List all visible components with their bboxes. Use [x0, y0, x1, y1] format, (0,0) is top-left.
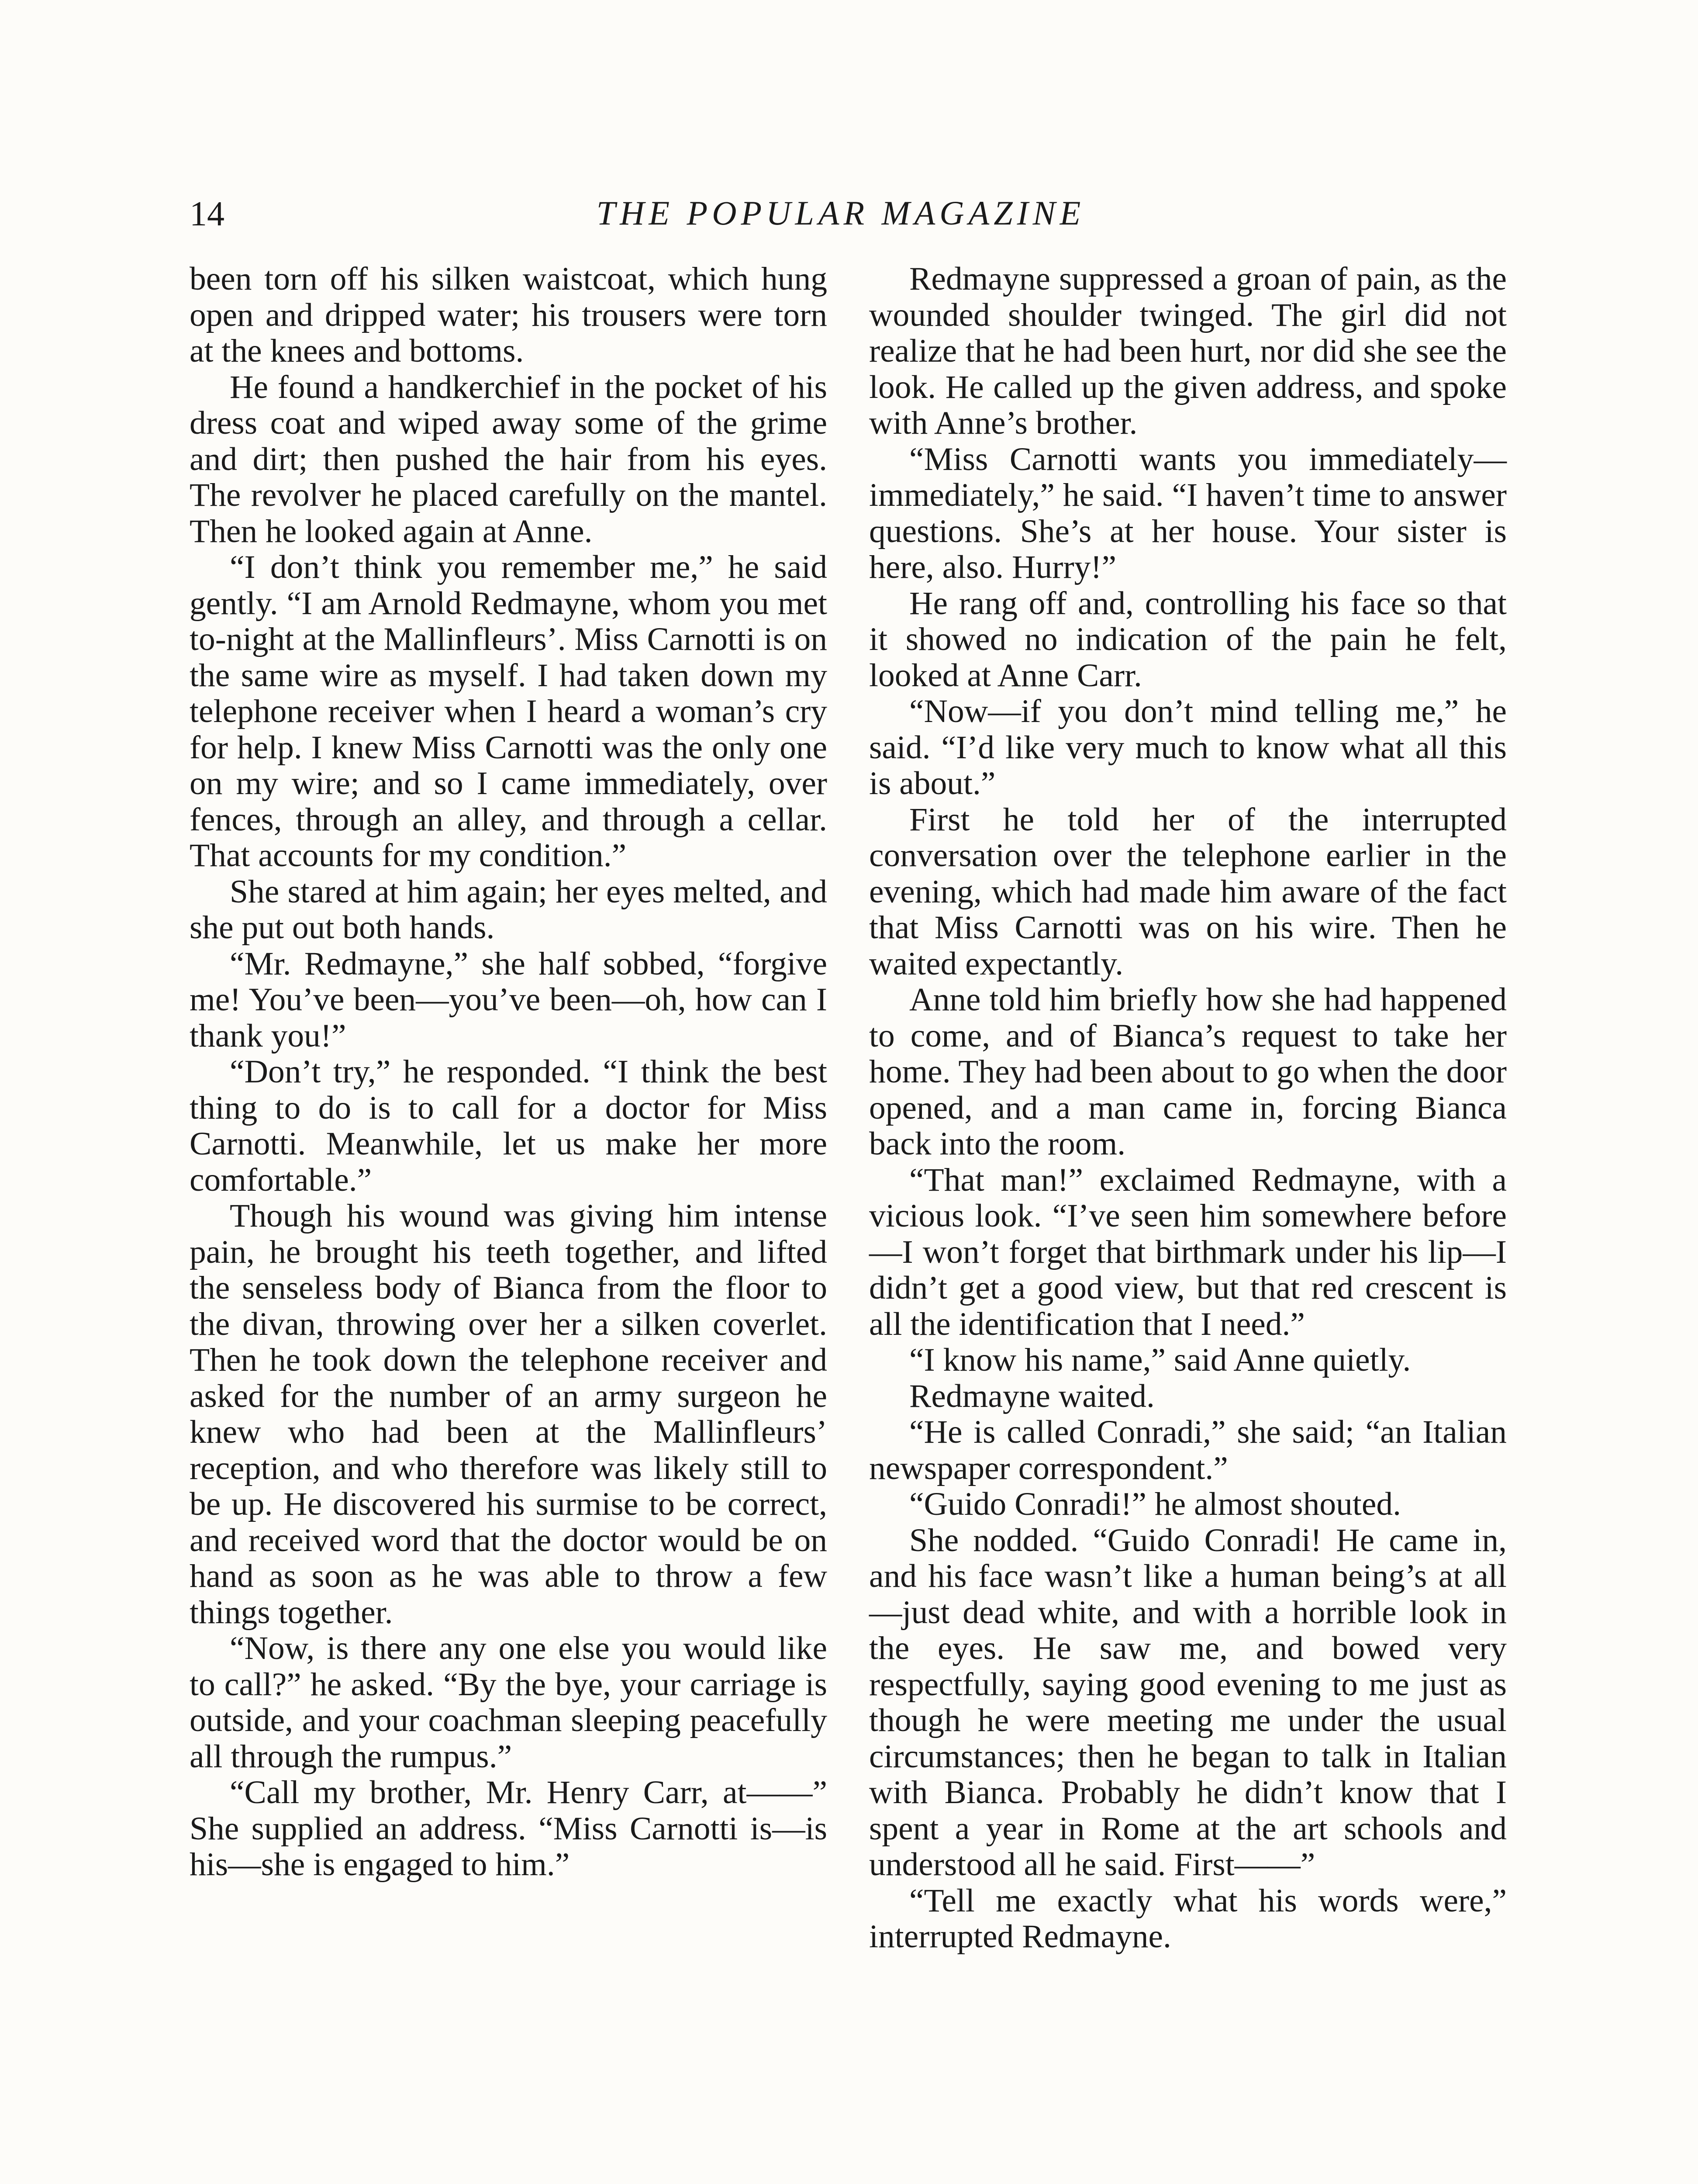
paragraph: “That man!” exclaimed Redmayne, with a vicious look. “I’ve seen him somewhere before—I won’t forget that birthmark under his lip—I didn’t get a good view, but that red crescent is all the identification that I need.” — [869, 1161, 1507, 1342]
paragraph: He rang off and, controlling his face so that it showed no indication of the pain he felt, looked at Anne Carr. — [869, 585, 1507, 694]
paragraph: “Tell me exactly what his words were,” interrupted Redmayne. — [869, 1882, 1507, 1955]
paragraph: “Miss Carnotti wants you immediately—immediately,” he said. “I haven’t time to answer questions. She’s at her house. Your sister is here, also. Hurry!” — [869, 441, 1507, 585]
paragraph: Anne told him briefly how she had happened to come, and of Bianca’s request to take her home. They had been about to go when the door opened, and a man came in, forcing Bianca back into the room. — [869, 981, 1507, 1162]
paragraph: “Don’t try,” he responded. “I think the best thing to do is to call for a doctor for Miss Carnotti. Meanwhile, let us make her more comfortable.” — [190, 1054, 827, 1198]
paragraph: First he told her of the interrupted conversation over the telephone earlier in the evening, which had made him aware of the fact that Miss Carnotti was on his wire. Then he waited expectantly. — [869, 801, 1507, 982]
paragraph: “I know his name,” said Anne quietly. — [909, 1342, 1411, 1378]
left-column — [190, 261, 827, 1883]
paragraph: Redmayne suppressed a groan of pain, as the wounded shoulder twinged. The girl did not realize that he had been hurt, nor did she see the look. He called up the given address, and spoke with Anne’s brother. — [869, 261, 1507, 441]
paragraph: “Mr. Redmayne,” she half sobbed, “forgive me! You’ve been—you’ve been—oh, how can I thank you!” — [190, 945, 827, 1054]
paragraph: Though his wound was giving him intense pain, he brought his teeth together, and lifted the senseless body of Bianca from the floor to the divan, throwing over her a silken coverlet. Then he took down the telephone receiver and asked for the number of an army surgeon he knew who had been at the Mallinfleurs’ reception, and who therefore was likely still to be up. He discovered his surmise to be correct, and received word that the doctor would be on hand as soon as he was able to throw a few things together. — [190, 1198, 827, 1631]
running-head: THE POPULAR MAGAZINE — [596, 194, 1085, 232]
paragraph: “I don’t think you remember me,” he said gently. “I am Arnold Redmayne, whom you met to-night at the Mallinfleurs’. Miss Carnotti is on the same wire as myself. I had taken down my telephone receiver when I heard a woman’s cry for help. I knew Miss Carnotti was the only one on my wire; and so I came immediately, over fences, through an alley, and through a cellar. That accounts for my condition.” — [190, 549, 827, 874]
paragraph: “He is called Conradi,” she said; “an Italian newspaper correspondent.” — [869, 1414, 1507, 1486]
paragraph: “Call my brother, Mr. Henry Carr, at——” She supplied an address. “Miss Carnotti is—is his—she is engaged to him.” — [190, 1774, 827, 1883]
paragraph: Redmayne waited. — [909, 1378, 1155, 1414]
page-number: 14 — [190, 195, 224, 233]
right-column — [869, 261, 1507, 1955]
paragraph: been torn off his silken waistcoat, which hung open and dripped water; his trousers were torn at the knees and bottoms. — [190, 261, 827, 369]
paragraph: She stared at him again; her eyes melted, and she put out both hands. — [190, 873, 827, 946]
paragraph: “Now, is there any one else you would like to call?” he asked. “By the bye, your carriage is outside, and your coachman sleeping peacefully all through the rumpus.” — [190, 1630, 827, 1775]
paragraph: “Guido Conradi!” he almost shouted. — [909, 1486, 1401, 1522]
paragraph: “Now—if you don’t mind telling me,” he said. “I’d like very much to know what all this is about.” — [869, 693, 1507, 802]
paragraph: He found a handkerchief in the pocket of his dress coat and wiped away some of the grime and dirt; then pushed the hair from his eyes. The revolver he placed carefully on the mantel. Then he looked again at Anne. — [190, 369, 827, 549]
paragraph: She nodded. “Guido Conradi! He came in, and his face wasn’t like a human being’s at all—just dead white, and with a horrible look in the eyes. He saw me, and bowed very respectfully, saying good evening to me just as though he were meeting me under the usual circumstances; then he began to talk in Italian with Bianca. Probably he didn’t know that I spent a year in Rome at the art schools and understood all he said. First——” — [869, 1522, 1507, 1883]
